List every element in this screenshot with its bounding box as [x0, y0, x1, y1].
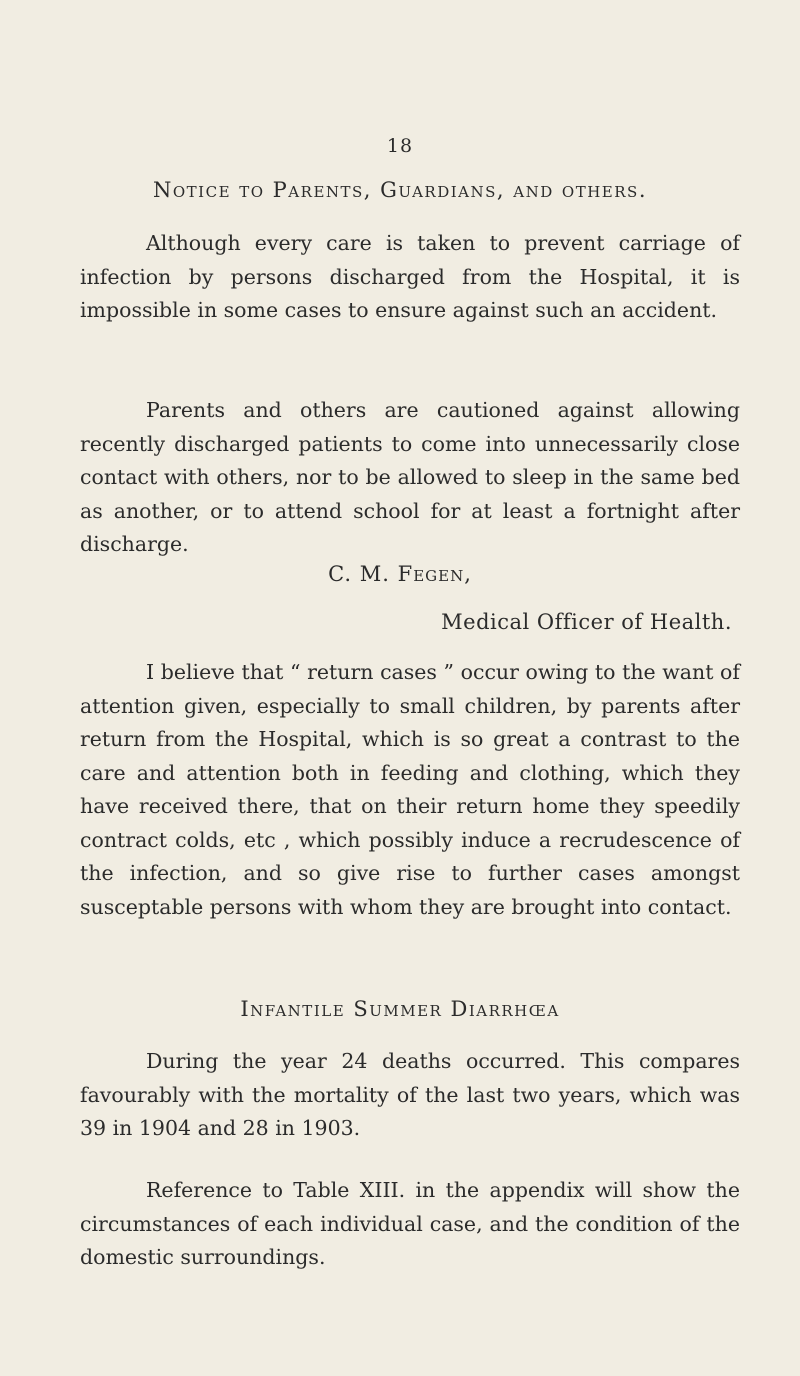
- page-number: 18: [386, 135, 414, 157]
- signature-name-text: C. M. Fegen,: [328, 562, 472, 586]
- diarrhoea-paragraph-1: During the year 24 deaths occurred. This compares favourably with the mortality of the last two years, which was 39 in 1904 and 28 in 1903.: [80, 1049, 740, 1140]
- notice-paragraph-1: Although every care is taken to prevent carriage of infection by persons discharged from the Hospital, it is impossible in some cases to ensure against such an accident.: [80, 231, 740, 322]
- signature-name: [0, 562, 800, 586]
- diarrhoea-heading: Infantile Summer Diarrhœa: [240, 997, 560, 1021]
- diarrhoea-paragraph-2: Reference to Table XIII. in the appendix will show the circumstances of each individual case, and the condition of the domestic surroundings.: [80, 1178, 740, 1269]
- signature-title: Medical Officer of Health.: [441, 610, 732, 634]
- notice-heading: Notice to Parents, Guardians, and others.: [153, 178, 647, 202]
- notice-paragraph-2: Parents and others are cautioned against allowing recently discharged patients to come into unnecessarily close contact with others, nor to be allowed to sleep in the same bed as another, or to attend school for at least a fortnight after discharge.: [80, 398, 740, 556]
- return-cases-paragraph: I believe that “ return cases ” occur owing to the want of attention given, especially to small children, by parents after return from the Hospital, which is so great a contrast to the care and attention both in feeding and clothing, which they have received there, that on their return home they speedily contract colds, etc , which possibly induce a recrudescence of the infection, and so give rise to further cases amongst susceptable persons with whom they are brought into contact.: [80, 660, 740, 919]
